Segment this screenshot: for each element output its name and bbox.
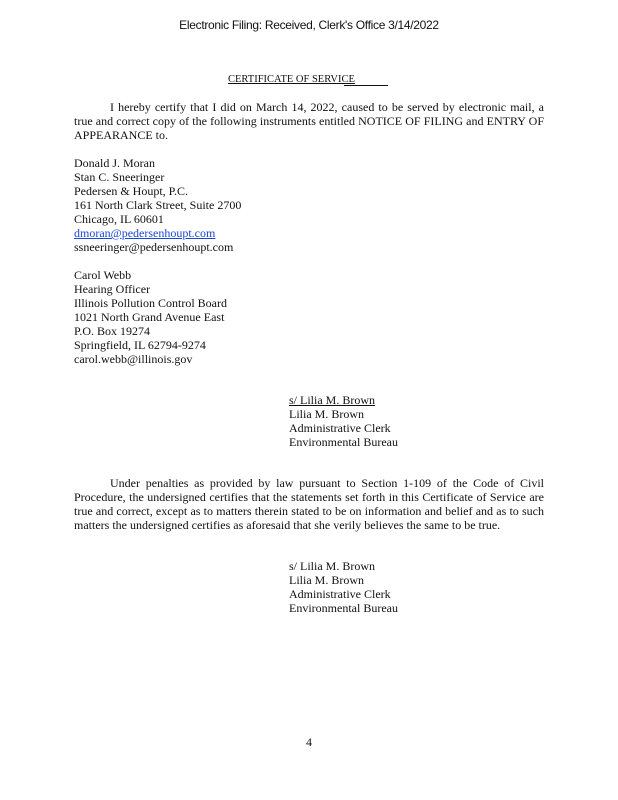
- recipient-line: 161 North Clark Street, Suite 2700: [74, 198, 242, 212]
- recipient-block-1: [74, 156, 374, 254]
- signer-title: Administrative Clerk: [289, 587, 391, 601]
- recipient-line: Carol Webb: [74, 268, 132, 282]
- title-underline-rule: [344, 85, 388, 86]
- intro-text: I hereby certify that I did on March 14, 2022, caused to be served by electronic mail, a true and correct copy of the following instruments entitled NOTICE OF FILING and ENTRY OF APPEARANCE to.: [74, 100, 544, 142]
- document-title: [228, 73, 388, 87]
- filing-stamp-header: Electronic Filing: Received, Clerk's Office 3/14/2022: [179, 18, 439, 32]
- recipient-line: Springfield, IL 62794-9274: [74, 338, 206, 352]
- recipient-line: Stan C. Sneeringer: [74, 170, 165, 184]
- electronic-signature: s/ Lilia M. Brown: [289, 559, 375, 573]
- signature-block-1: [289, 393, 489, 449]
- recipient-line: carol.webb@illinois.gov: [74, 352, 193, 366]
- signer-name: Lilia M. Brown: [289, 573, 364, 587]
- recipient-block-2: [74, 268, 374, 366]
- signer-bureau: Environmental Bureau: [289, 435, 398, 449]
- signer-bureau: Environmental Bureau: [289, 601, 398, 615]
- penalty-paragraph: [74, 476, 544, 532]
- recipient-line: Pedersen & Houpt, P.C.: [74, 184, 188, 198]
- signer-title: Administrative Clerk: [289, 421, 391, 435]
- recipient-line: Hearing Officer: [74, 282, 151, 296]
- recipient-line: Donald J. Moran: [74, 156, 155, 170]
- email-link-dmoran[interactable]: dmoran@pedersenhoupt.com: [74, 226, 216, 240]
- electronic-signature: s/ Lilia M. Brown: [289, 393, 375, 407]
- penalty-text: Under penalties as provided by law pursuant to Section 1-109 of the Code of Civil Procedure, the undersigned certifies that the statements set forth in this Certificate of Service are true and correct, except as to matters therein stated to be on information and belief and as to such matters the undersigned certifies as aforesaid that she verily believes the same to be true.: [74, 476, 544, 532]
- page-number: 4: [306, 735, 312, 749]
- recipient-email-text: ssneeringer@pedersenhoupt.com: [74, 240, 234, 254]
- intro-paragraph: [74, 100, 544, 142]
- signer-name: Lilia M. Brown: [289, 407, 364, 421]
- recipient-line: P.O. Box 19274: [74, 324, 151, 338]
- recipient-line: Illinois Pollution Control Board: [74, 296, 228, 310]
- signature-block-2: [289, 559, 489, 615]
- recipient-line: 1021 North Grand Avenue East: [74, 310, 225, 324]
- title-text: CERTIFICATE OF SERVICE: [228, 74, 355, 85]
- recipient-line: Chicago, IL 60601: [74, 212, 164, 226]
